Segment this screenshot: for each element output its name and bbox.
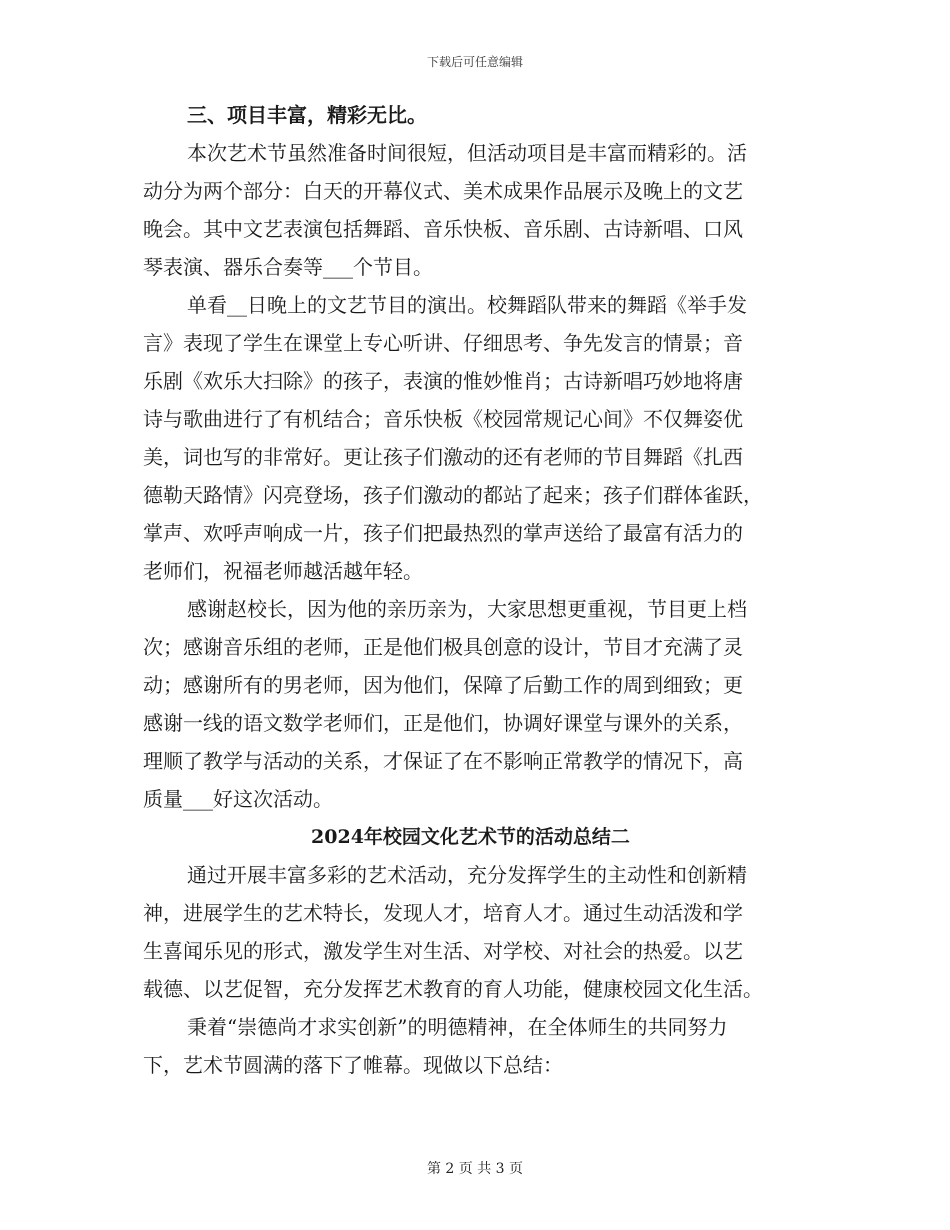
paragraph-line: 感谢一线的语文数学老师们，正是他们，协调好课堂与课外的关系， — [143, 711, 743, 735]
paragraph-line: 生喜闻乐见的形式，激发学生对生活、对学校、对社会的热爱。以艺 — [143, 939, 743, 963]
paragraph-line: 美，词也写的非常好。更让孩子们激动的还有老师的节目舞蹈《扎西 — [143, 445, 743, 469]
page-header: 下载后可任意编辑 — [426, 55, 523, 69]
paragraph-line: 秉着“崇德尚才求实创新”的明德精神，在全体师生的共同努力 — [187, 1015, 728, 1039]
paragraph-line: 老师们，祝福老师越活越年轻。 — [143, 559, 423, 583]
section-heading: 三、项目丰富，精彩无比。 — [187, 103, 427, 127]
paragraph-line: 乐剧《欢乐大扫除》的孩子，表演的惟妙惟肖；古诗新唱巧妙地将唐 — [143, 369, 743, 393]
section-title: 2024年校园文化艺术节的活动总结二 — [311, 826, 630, 848]
paragraph-line: 掌声、欢呼声响成一片，孩子们把最热烈的掌声送给了最富有活力的 — [143, 521, 743, 545]
document-body — [143, 96, 808, 1084]
paragraph-line: 下，艺术节圆满的落下了帷幕。现做以下总结： — [143, 1053, 563, 1077]
paragraph-line: 神，进展学生的艺术特长，发现人才，培育人才。通过生动活泼和学 — [143, 901, 743, 925]
paragraph-line: 质量___好这次活动。 — [143, 787, 333, 811]
paragraph-line: 载德、以艺促智，充分发挥艺术教育的育人功能，健康校园文化生活。 — [143, 977, 763, 1001]
paragraph-line: 晚会。其中文艺表演包括舞蹈、音乐快板、音乐剧、古诗新唱、口风 — [143, 217, 743, 241]
page-footer: 第 2 页 共 3 页 — [426, 1161, 524, 1177]
paragraph-line: 理顺了教学与活动的关系，才保证了在不影响正常教学的情况下，高 — [143, 749, 743, 773]
paragraph-line: 动；感谢所有的男老师，因为他们，保障了后勤工作的周到细致；更 — [143, 673, 743, 697]
paragraph-line: 本次艺术节虽然准备时间很短，但活动项目是丰富而精彩的。活 — [187, 141, 747, 165]
paragraph-line: 通过开展丰富多彩的艺术活动，充分发挥学生的主动性和创新精 — [187, 863, 747, 887]
paragraph-line: 单看__日晚上的文艺节目的演出。校舞蹈队带来的舞蹈《举手发 — [187, 293, 747, 317]
paragraph-line: 感谢赵校长，因为他的亲历亲为，大家思想更重视，节目更上档 — [187, 597, 747, 621]
paragraph-line: 言》表现了学生在课堂上专心听讲、仔细思考、争先发言的情景；音 — [143, 331, 743, 355]
paragraph-line: 动分为两个部分：白天的开幕仪式、美术成果作品展示及晚上的文艺 — [143, 179, 743, 203]
paragraph-line: 次；感谢音乐组的老师，正是他们极具创意的设计，节目才充满了灵 — [143, 635, 743, 659]
paragraph-line: 诗与歌曲进行了有机结合；音乐快板《校园常规记心间》不仅舞姿优 — [143, 407, 743, 431]
paragraph-line: 琴表演、器乐合奏等___个节目。 — [143, 255, 433, 279]
paragraph-line: 德勒天路情》闪亮登场，孩子们激动的都站了起来；孩子们群体雀跃， — [143, 483, 763, 507]
